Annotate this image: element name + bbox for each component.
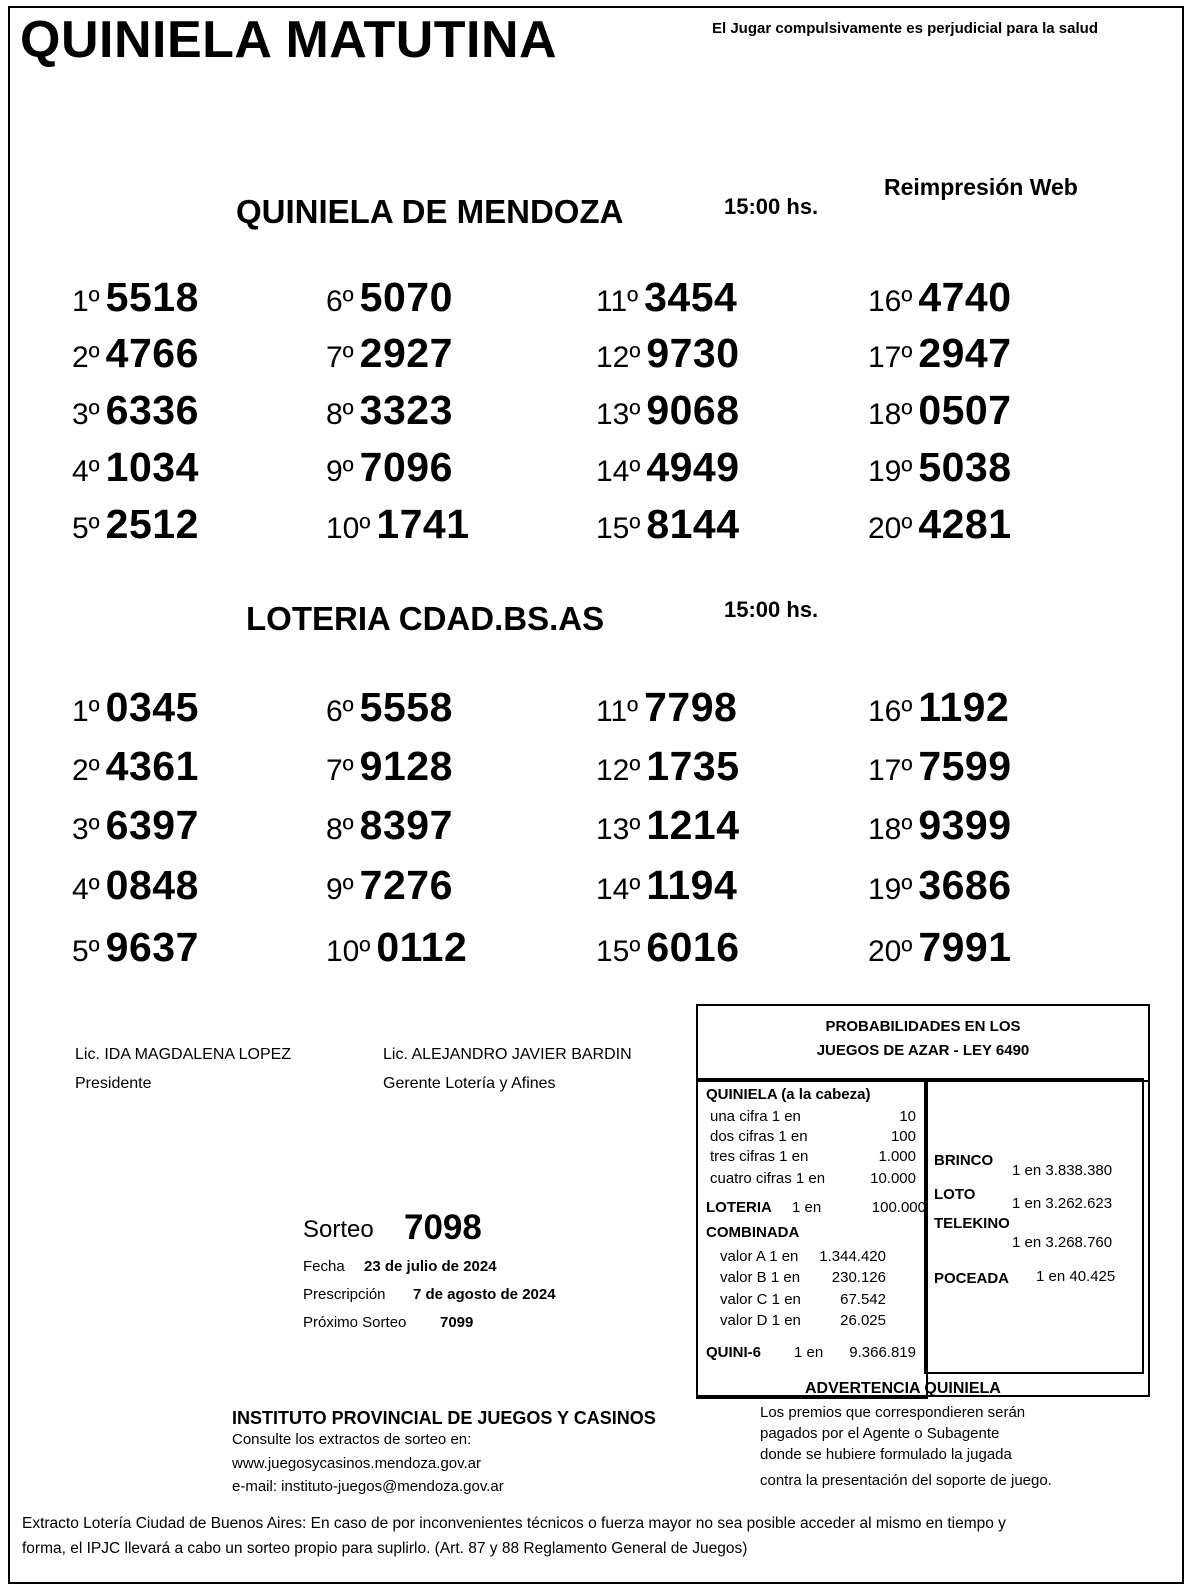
advertencia-line-3: donde se hubiere formulado la jugada [760,1446,1012,1463]
result-number: 6336 [105,387,199,433]
result-item [72,330,199,377]
result-number: 5070 [359,274,453,320]
result-item [72,743,199,790]
result-number: 3323 [359,387,453,433]
fecha-label: Fecha [303,1258,345,1275]
result-item [72,444,199,491]
result-position: 19º [868,455,913,488]
result-position: 5º [72,935,100,968]
result-number: 9730 [646,330,740,376]
result-item [326,330,453,377]
result-item [868,684,1009,731]
section-time-mendoza: 15:00 hs. [724,194,819,219]
combinada-row-value: 67.542 [840,1291,886,1308]
poceada-label: POCEADA [934,1270,1010,1287]
result-number: 5518 [105,274,199,320]
quiniela-row-label: cuatro cifras 1 en [710,1170,826,1187]
result-position: 1º [72,695,100,728]
result-number: 1034 [105,444,199,490]
reprint-label: Reimpresión Web [884,174,1078,200]
result-number: 6397 [105,802,199,848]
result-position: 14º [596,873,641,906]
result-number: 3686 [918,862,1012,908]
result-item [72,924,199,971]
advertencia-line-2: pagados por el Agente o Subagente [760,1425,1000,1442]
result-item [326,924,467,971]
result-number: 1192 [918,684,1010,730]
result-item [326,444,453,491]
advertencia-title: ADVERTENCIA QUINIELA [805,1380,1001,1397]
result-position: 12º [596,754,641,787]
fecha-value: 23 de julio de 2024 [364,1258,497,1275]
result-item [72,862,199,909]
quiniela-row-label: dos cifras 1 en [710,1128,808,1145]
telekino-value: 1 en 3.268.760 [1012,1234,1113,1251]
result-position: 6º [326,285,354,318]
combinada-row-value: 1.344.420 [819,1248,886,1265]
footer-line-2: forma, el IPJC llevará a cabo un sorteo propio para suplirlo. (Art. 87 y 88 Reglamento General de Juegos) [22,1540,748,1557]
result-number: 5558 [359,684,453,730]
quiniela-row-value: 10.000 [870,1170,916,1187]
result-item [326,862,453,909]
prescripcion-label: Prescripción [303,1286,386,1303]
result-item [326,684,453,731]
result-number: 4766 [105,330,199,376]
quiniela-label: QUINIELA (a la cabeza) [706,1086,871,1103]
loto-value: 1 en 3.262.623 [1012,1195,1113,1212]
result-number: 1214 [646,802,740,848]
result-item [868,387,1012,434]
result-number: 7096 [359,444,453,490]
result-position: 4º [72,873,100,906]
result-position: 17º [868,341,913,374]
result-position: 3º [72,398,100,431]
result-position: 1º [72,285,100,318]
quiniela-row-value: 10 [899,1108,916,1125]
result-item [868,862,1012,909]
result-position: 10º [326,935,371,968]
sorteo-label: Sorteo [303,1216,374,1243]
loteria-label: LOTERIA [706,1199,772,1216]
quiniela-row-value: 1.000 [878,1148,916,1165]
result-item [596,274,737,321]
result-number: 9637 [105,924,199,970]
result-number: 4361 [105,743,199,789]
combinada-row-label: valor C 1 en [720,1291,801,1308]
page-title: QUINIELA MATUTINA [20,11,558,69]
signature-1-role: Presidente [75,1075,152,1092]
result-position: 3º [72,813,100,846]
loteria-value: 100.000 [871,1199,926,1216]
result-number: 7276 [359,862,453,908]
brinco-label: BRINCO [934,1152,994,1169]
result-number: 0112 [376,924,468,970]
result-number: 1194 [646,862,738,908]
result-position: 14º [596,455,641,488]
institute-website: www.juegosycasinos.mendoza.gov.ar [232,1455,482,1472]
advertencia-line-1: Los premios que correspondieren serán [760,1404,1026,1421]
brinco-value: 1 en 3.838.380 [1012,1162,1113,1179]
loto-label: LOTO [934,1186,976,1203]
result-number: 0345 [105,684,199,730]
footer-line-1: Extracto Lotería Ciudad de Buenos Aires: En caso de por inconvenientes técnicos o fuerza mayor no sea posible acceder al mismo en tiempo y [22,1515,1006,1532]
result-number: 9399 [918,802,1012,848]
result-item [868,802,1012,849]
result-item [72,274,199,321]
proximo-label: Próximo Sorteo [303,1314,407,1331]
probabilities-box [696,1004,1150,1397]
combinada-row-label: valor D 1 en [720,1312,801,1329]
result-item [72,501,199,548]
result-position: 19º [868,873,913,906]
combinada-row-value: 230.126 [831,1269,886,1286]
prescripcion-value: 7 de agosto de 2024 [413,1286,556,1303]
result-item [72,387,199,434]
probabilities-title-2: JUEGOS DE AZAR - LEY 6490 [816,1042,1030,1059]
institute-email: e-mail: instituto-juegos@mendoza.gov.ar [232,1478,504,1495]
result-position: 7º [326,754,354,787]
combinada-label: COMBINADA [706,1224,800,1241]
result-position: 2º [72,341,100,374]
result-number: 8144 [646,501,740,547]
result-position: 20º [868,935,913,968]
result-number: 9128 [359,743,453,789]
result-item [868,274,1012,321]
health-warning: El Jugar compulsivamente es perjudicial para la salud [712,20,1098,37]
quiniela-row-value: 100 [890,1128,916,1145]
combinada-row-label: valor B 1 en [720,1269,801,1286]
result-position: 15º [596,935,641,968]
result-number: 1735 [646,743,740,789]
result-position: 4º [72,455,100,488]
result-position: 8º [326,813,354,846]
result-item [868,330,1012,377]
institute-line-1: Consulte los extractos de sorteo en: [232,1431,472,1448]
result-number: 0507 [918,387,1012,433]
probabilities-title-1: PROBABILIDADES EN LOS [825,1018,1021,1035]
result-number: 6016 [646,924,740,970]
result-position: 16º [868,285,913,318]
result-item [72,684,199,731]
result-number: 4740 [918,274,1012,320]
result-position: 7º [326,341,354,374]
result-position: 20º [868,512,913,545]
result-position: 9º [326,455,354,488]
result-position: 13º [596,398,641,431]
result-position: 5º [72,512,100,545]
combinada-row-value: 26.025 [840,1312,886,1329]
sorteo-number: 7098 [404,1208,482,1247]
combinada-row-label: valor A 1 en [720,1248,799,1265]
result-number: 4949 [646,444,740,490]
result-position: 13º [596,813,641,846]
result-number: 8397 [359,802,453,848]
quini6-label: QUINI-6 [706,1344,762,1361]
result-item [596,684,737,731]
signature-2-role: Gerente Lotería y Afines [383,1075,556,1092]
signature-1-name: Lic. IDA MAGDALENA LOPEZ [75,1046,292,1063]
result-number: 3454 [644,274,738,320]
quini6-value: 9.366.819 [849,1344,916,1361]
result-number: 0848 [105,862,199,908]
result-number: 1741 [376,501,470,547]
result-position: 2º [72,754,100,787]
result-item [326,387,453,434]
result-position: 12º [596,341,641,374]
result-item [596,501,740,548]
result-position: 10º [326,512,371,545]
quiniela-row-label: tres cifras 1 en [710,1148,809,1165]
result-position: 6º [326,695,354,728]
result-item [596,444,740,491]
loteria-en: 1 en [792,1199,822,1216]
result-position: 17º [868,754,913,787]
quini6-en: 1 en [794,1344,824,1361]
result-item [596,862,737,909]
result-number: 4281 [918,501,1012,547]
result-position: 9º [326,873,354,906]
institute-name: INSTITUTO PROVINCIAL DE JUEGOS Y CASINOS [232,1408,656,1428]
result-position: 11º [596,285,639,318]
result-item [596,924,740,971]
section-title-mendoza: QUINIELA DE MENDOZA [236,193,624,230]
result-item [596,330,740,377]
result-position: 8º [326,398,354,431]
result-position: 18º [868,398,913,431]
result-number: 5038 [918,444,1012,490]
section-title-bsas: LOTERIA CDAD.BS.AS [246,600,605,637]
result-number: 9068 [646,387,740,433]
result-item [326,802,453,849]
result-item [868,924,1012,971]
result-position: 16º [868,695,913,728]
result-position: 18º [868,813,913,846]
result-item [596,387,740,434]
section-time-bsas: 15:00 hs. [724,597,819,622]
result-item [868,444,1012,491]
result-number: 2927 [359,330,453,376]
advertencia-line-4: contra la presentación del soporte de juego. [760,1472,1052,1489]
result-item [596,802,740,849]
result-item [72,802,199,849]
result-number: 7798 [644,684,738,730]
result-number: 2947 [918,330,1012,376]
telekino-label: TELEKINO [934,1215,1010,1232]
result-item [596,743,740,790]
result-position: 11º [596,695,639,728]
result-item [868,743,1012,790]
result-position: 15º [596,512,641,545]
result-item [326,501,470,548]
probabilities-header [698,1006,1148,1082]
poceada-value: 1 en 40.425 [1036,1268,1116,1285]
result-number: 2512 [105,501,199,547]
result-number: 7599 [918,743,1012,789]
result-item [326,274,453,321]
result-item [868,501,1012,548]
signature-2-name: Lic. ALEJANDRO JAVIER BARDIN [383,1046,632,1063]
proximo-value: 7099 [440,1314,474,1331]
result-number: 7991 [918,924,1012,970]
quiniela-row-label: una cifra 1 en [710,1108,801,1125]
result-item [326,743,453,790]
